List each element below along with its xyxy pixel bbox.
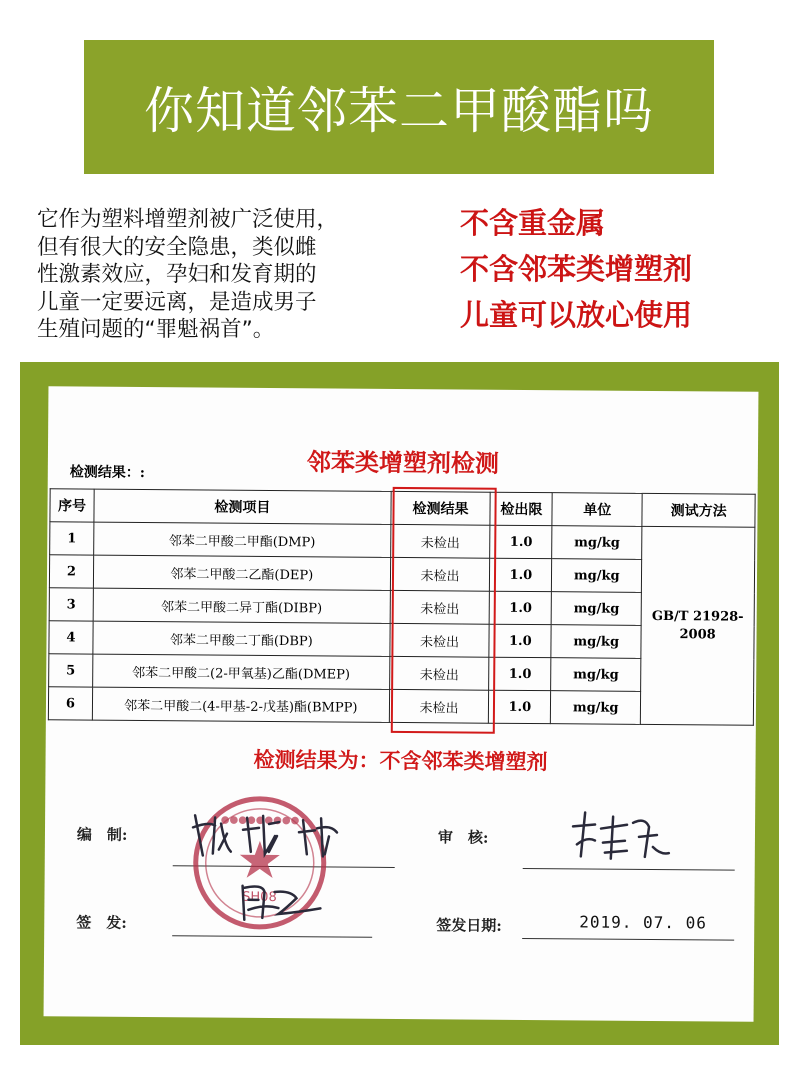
row-item: 邻苯二甲酸二乙酯(DEP): [93, 555, 390, 590]
intro-line: 性激素效应，孕妇和发育期的: [37, 262, 317, 287]
intro-line: 它作为塑料增塑剂被广泛使用，: [37, 207, 339, 232]
row-item: 邻苯二甲酸二甲酯(DMP): [94, 522, 391, 557]
claim-no-phthalate: 不含邻苯类增塑剂: [460, 252, 693, 286]
seal-code: SH08: [242, 889, 277, 906]
test-method: [641, 526, 755, 725]
intro-line: 儿童一定要远离，是造成男子: [37, 289, 317, 315]
row-result: 未检出: [390, 623, 490, 657]
claim-child-safe: 儿童可以放心使用: [460, 298, 693, 332]
issued-label: 签 发:: [76, 913, 127, 932]
reviewer-signature-icon: [565, 806, 675, 867]
row-result: 未检出: [390, 590, 490, 624]
row-limit: 1.0: [490, 591, 552, 624]
row-result: 未检出: [389, 689, 489, 723]
row-limit: 1.0: [490, 525, 552, 558]
row-result: 未检出: [390, 557, 490, 591]
test-report: [44, 386, 759, 1022]
header-unit: 单位: [552, 493, 642, 527]
conclusion-text: 检测结果为：不含邻苯类增塑剂: [253, 747, 548, 775]
header-item: 检测项目: [94, 489, 391, 524]
row-limit: 1.0: [489, 624, 551, 657]
row-limit: 1.0: [489, 690, 551, 723]
svg-text:●●●●●●●●●: ●●●●●●●●●: [220, 814, 300, 827]
result-label: 检测结果：:: [69, 464, 146, 481]
issue-date: 2019. 07. 06: [579, 912, 707, 933]
intro-line: 生殖问题的“罪魁祸首”。: [37, 317, 275, 342]
row-result: 未检出: [390, 524, 490, 558]
intro-line: 但有很大的安全隐患，类似雌: [37, 234, 317, 260]
prepared-label: 编 制:: [76, 825, 128, 844]
report-title: 邻苯类增塑剂检测: [306, 448, 499, 478]
row-no: 5: [49, 654, 93, 687]
banner-title: 你知道邻苯二甲酸酯吗: [144, 82, 654, 140]
row-item: 邻苯二甲酸二丁酯(DBP): [93, 621, 390, 656]
reviewed-line: [523, 868, 735, 871]
row-no: 1: [50, 522, 94, 555]
header-limit: 检出限: [490, 492, 552, 525]
row-unit: mg/kg: [552, 559, 642, 593]
issue-date-line: [522, 938, 734, 941]
title-banner: [84, 40, 714, 174]
row-no: 2: [49, 555, 93, 588]
header-method: 测试方法: [642, 493, 755, 527]
row-item: 邻苯二甲酸二(4-甲基-2-戊基)酯(BMPP): [92, 687, 389, 722]
row-limit: 1.0: [489, 657, 551, 690]
claim-no-heavy-metal: 不含重金属: [460, 206, 606, 240]
row-no: 6: [48, 687, 92, 720]
row-unit: mg/kg: [552, 526, 642, 560]
row-no: 3: [49, 588, 93, 621]
header-result: 检测结果: [391, 491, 491, 525]
reviewed-label: 审 核:: [437, 828, 489, 847]
row-limit: 1.0: [490, 558, 552, 591]
row-result: 未检出: [389, 656, 489, 690]
row-item: 邻苯二甲酸二异丁酯(DIBP): [93, 588, 390, 623]
row-unit: mg/kg: [551, 592, 641, 626]
claims-list: [460, 200, 790, 338]
row-item: 邻苯二甲酸二(2-甲氧基)乙酯(DMEP): [93, 654, 390, 689]
row-unit: mg/kg: [551, 658, 641, 692]
row-unit: mg/kg: [551, 691, 641, 725]
row-no: 4: [49, 621, 93, 654]
issuer-signature-icon: [234, 878, 334, 929]
issued-line: [172, 935, 372, 938]
issue-date-label: 签发日期:: [436, 916, 502, 935]
intro-paragraph: [37, 206, 447, 344]
test-method-text: GB/T 21928-2008: [651, 608, 744, 642]
result-highlight-box: [391, 487, 497, 734]
row-unit: mg/kg: [551, 625, 641, 659]
header-no: 序号: [50, 489, 94, 522]
preparer-signature-icon: [185, 805, 355, 866]
